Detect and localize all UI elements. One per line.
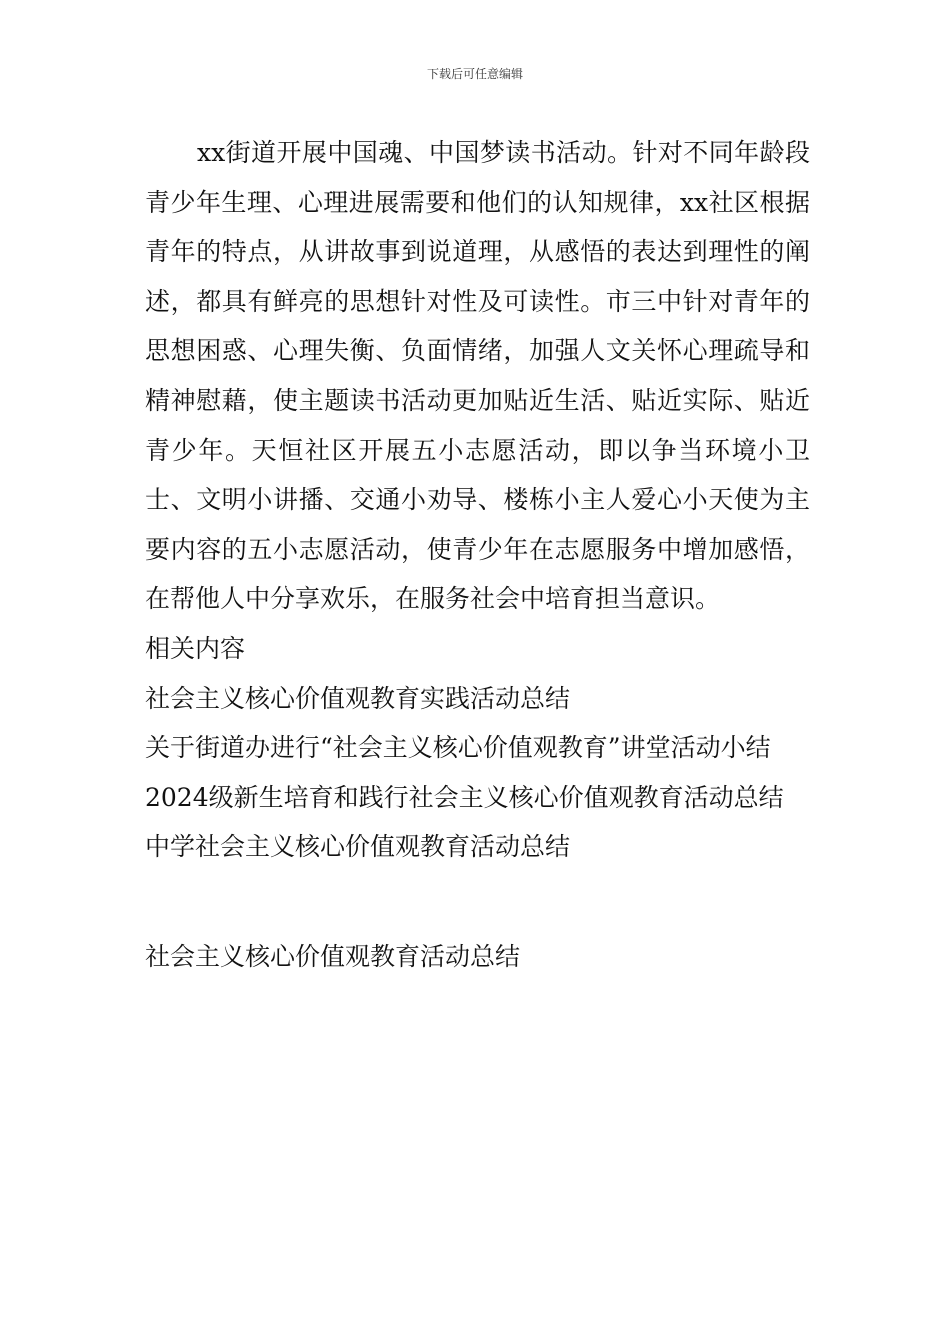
section-spacer <box>145 872 810 932</box>
page-header: 下载后可任意编辑 <box>426 67 523 81</box>
related-link-1[interactable]: 社会主义核心价值观教育实践活动总结 <box>145 683 571 713</box>
related-link-3[interactable]: 2024级新生培育和践行社会主义核心价值观教育活动总结 <box>145 782 784 812</box>
related-link-4[interactable]: 中学社会主义核心价值观教育活动总结 <box>145 832 571 862</box>
related-list <box>145 674 810 872</box>
related-link-2[interactable]: 关于街道办进行“社会主义核心价值观教育”讲堂活动小结 <box>145 733 771 763</box>
document-content <box>145 128 810 982</box>
next-section-title: 社会主义核心价值观教育活动总结 <box>145 941 521 971</box>
related-heading: 相关内容 <box>145 633 246 663</box>
body-paragraph: xx街道开展中国魂、中国梦读书活动。针对不同年龄段青少年生理、心理进展需要和他们的认知规律，xx社区根据青年的特点，从讲故事到说道理，从感悟的表达到理性的阐述，都具有鲜亮的思想针对性及可读性。市三中针对青年的思想困惑、心理失衡、负面情绪，加强人文关怀心理疏导和精神慰藉，使主题读书活动更加贴近生活、贴近实际、贴近青少年。天恒社区开展五小志愿活动，即以争当环境小卫士、文明小讲播、交通小劝导、楼栋小主人爱心小天使为主要内容的五小志愿活动，使青少年在志愿服务中增加感悟，在帮他人中分享欢乐，在服务社会中培育担当意识。 <box>145 138 810 614</box>
